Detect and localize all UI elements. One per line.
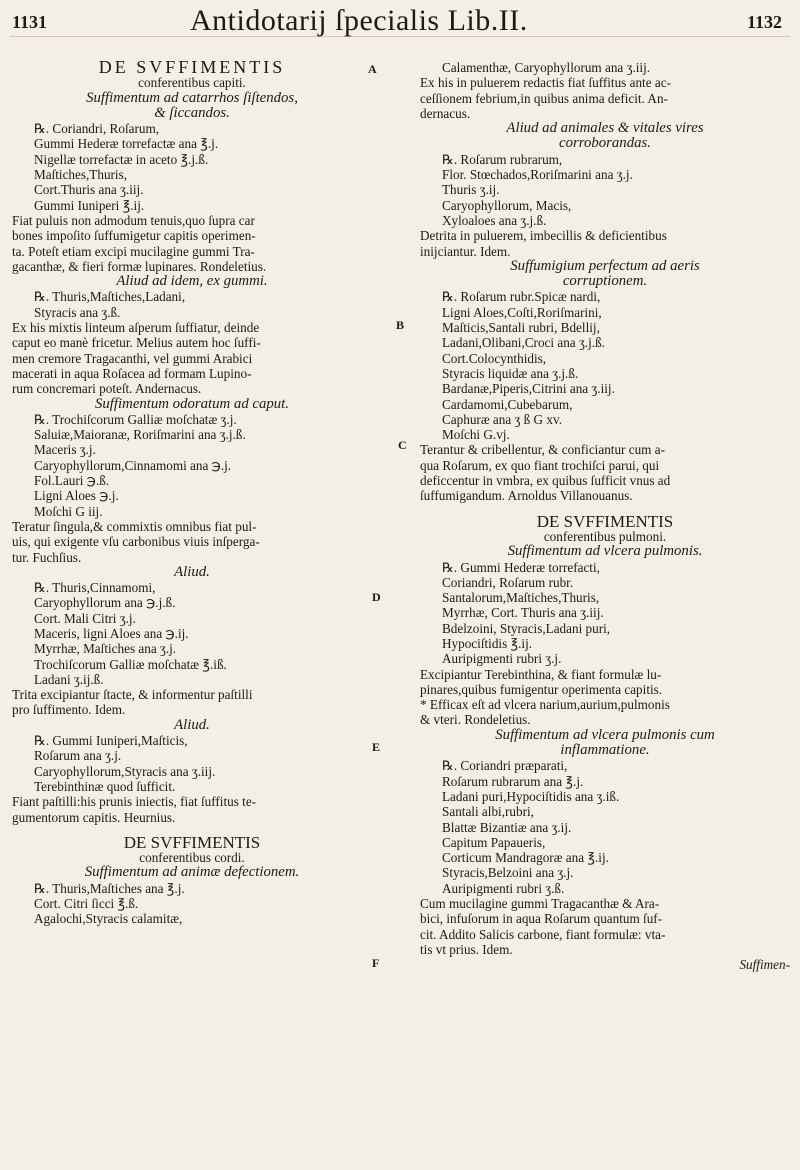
ingredient-line: Cort. Citri ſicci ℥.ß. [34,896,139,912]
paragraph-line: qua Roſarum, ex quo fiant trochiſci parui, qui [420,457,660,473]
paragraph-line: gumentorum capitis. Heurnius. [12,809,176,825]
ingredient-line: Cort.Colocynthidis, [442,350,547,366]
ingredient-line: Trochiſcorum Galliæ moſchatæ ℥.iß. [34,656,227,672]
ingredient-line: ℞. Coriandri præparati, [442,758,568,774]
paragraph-line: dernacus. [420,105,471,121]
ingredient-line: Caryophyllorum, Macis, [442,197,572,213]
paragraph-line: tur. Fuchſius. [12,549,82,565]
paragraph-line: tis vt prius. Idem. [420,941,513,957]
margin-marker-f: F [372,956,380,970]
recipe-title: inflammatione. [560,742,650,759]
paragraph-line: ta. Poteſt etiam excipi mucilagine gummi Tra- [12,243,255,259]
paragraph-line: inijciantur. Idem. [420,243,511,259]
ingredient-line: Ligni Aloes ℈.j. [34,488,119,504]
section-subheading: conferentibus cordi. [139,850,245,866]
ingredient-line: Santalorum,Maſtiches,Thuris, [442,590,600,606]
ingredient-line: ℞. Thuris,Maſtiches,Ladani, [34,289,186,305]
ingredient-line: Thuris ʒ.ij. [442,182,500,198]
ingredient-line: Roſarum rubrarum ana ℥.j. [442,773,584,789]
recipe-title: Suffimentum ad catarrhos ſiſtendos, [86,89,298,106]
ingredient-line: ℞. Trochiſcorum Galliæ moſchatæ ʒ.j. [34,411,237,427]
ingredient-line: Maſtiches,Thuris, [34,167,128,183]
paragraph-line: Detrita in puluerem, imbecillis & deficientibus [420,228,667,244]
ingredient-line: Maceris ʒ.j. [34,442,96,458]
recipe-title: Aliud. [174,716,210,733]
ingredient-line: Styracis,Belzoini ana ʒ.j. [442,865,574,881]
paragraph-line: & vteri. Rondeletius. [420,712,531,728]
ingredient-line: Calamenthæ, Caryophyllorum ana ʒ.iij. [442,60,651,75]
ingredient-line: Ladani puri,Hypociſtidis ana ʒ.iß. [442,788,620,804]
ingredient-line: Coriandri, Roſarum rubr. [442,574,574,590]
section-subheading: conferentibus pulmoni. [543,528,667,544]
paragraph-line: men cremore Tragacanthi, vel gummi Arabici [12,350,253,366]
paragraph-line: deficcentur in vmbra, ex quibus ſufficit vnus ad [420,473,671,489]
ingredient-line: ℞. Gummi Hederæ torrefacti, [442,559,600,575]
ingredient-line: Myrrhæ, Maſtiches ana ʒ.j. [34,641,177,657]
ingredient-line: ℞. Thuris,Maſtiches ana ℥.j. [34,880,185,896]
paragraph-line: bones impoſito ſuffumigetur capitis operimen- [12,228,256,244]
paragraph-line: Ex his mixtis linteum aſperum ſuffiatur, deinde [12,320,260,336]
ingredient-line: Nigellæ torrefactæ in aceto ℥.j.ß. [34,151,209,167]
section-heading: DE SVFFIMENTIS [98,57,286,77]
page-number-right: 1132 [746,12,782,32]
ingredient-line: Styracis ana ʒ.ß. [34,304,121,320]
paragraph-line: * Efficax eſt ad vlcera narium,aurium,pulmonis [420,697,670,713]
paragraph-line: bici, infuſorum in aqua Roſarum quantum ſuf- [420,911,663,927]
paragraph-line: uis, qui exigente vſu carbonibus viuis inſperga- [12,534,260,550]
ingredient-line: Roſarum ana ʒ.j. [34,748,122,764]
ingredient-line: Cort. Mali Citri ʒ.j. [34,610,136,626]
ingredient-line: Hypociſtidis ℥.ij. [442,635,533,651]
paragraph-line: caput eo manè fricetur. Melius autem hoc ſuffi- [12,335,261,351]
ingredient-line: Caryophyllorum,Styracis ana ʒ.iij. [34,763,216,779]
ingredient-line: Cort.Thuris ana ʒ.iij. [34,182,144,198]
section-subheading: conferentibus capiti. [138,75,246,91]
ingredient-line: Ladani,Olibani,Croci ana ʒ.j.ß. [442,335,605,351]
ingredient-line: Maceris, ligni Aloes ana ℈.ij. [34,625,189,641]
ingredient-line: Xyloaloes ana ʒ.j.ß. [442,212,547,228]
paragraph-line: Excipiantur Terebinthina, & fiant formulæ lu- [420,666,662,682]
section-heading: DE SVFFIMENTIS [123,832,261,852]
ingredient-line: Moſchi G.vj. [442,427,510,443]
margin-marker-a: A [368,62,377,76]
recipe-title: corroborandas. [559,135,651,152]
recipe-title: Aliud ad animales & vitales vires [506,120,704,137]
ingredient-line: Styracis liquidæ ana ʒ.j.ß. [442,365,579,381]
ingredient-line: Ligni Aloes,Coſti,Roriſmarini, [442,304,602,320]
ingredient-line: Cardamomi,Cubebarum, [442,396,573,412]
paragraph-line: Terantur & cribellentur, & conficiantur cum a- [420,442,665,458]
right-column [420,60,790,973]
running-title: Antidotarij ſpecialis Lib.II. [190,4,528,37]
margin-marker-e: E [372,740,381,754]
ingredient-line: ℞. Gummi Iuniperi,Maſticis, [34,733,188,749]
paragraph-line: macerati in aqua Roſacea ad formam Lupino- [12,365,252,381]
catchword: Suffimen- [739,957,790,973]
recipe-title: Aliud ad idem, ex gummi. [116,273,268,290]
ingredient-line: Agalochi,Styracis calamitæ, [34,911,183,927]
ingredient-line: ℞. Roſarum rubrarum, [442,151,563,167]
ingredient-line: Bardanæ,Piperis,Citrini ana ʒ.iij. [442,381,615,397]
margin-marker-d: D [372,590,381,604]
paragraph-line: pinares,quibus fumigentur operimenta capitis. [420,681,663,697]
ingredient-line: Bdelzoini, Styracis,Ladani puri, [442,620,611,636]
running-header [0,4,800,37]
recipe-title: corruptionem. [562,273,648,290]
ingredient-line: Auripigmenti rubri ʒ.j. [442,651,562,667]
paragraph-line: gacanthæ, & fieri formæ lupinares. Rondeletius. [12,258,267,274]
paragraph-line: Trita excipiantur ſtacte, & informentur paſtilli [12,687,253,703]
ingredient-line: Santali albi,rubri, [442,804,534,820]
paragraph-line: Fiant paſtilli:his prunis iniectis, fiat ſuffitus te- [12,794,257,810]
recipe-title: Suffumigium perfectum ad aeris [510,257,700,274]
ingredient-line: Saluiæ,Maioranæ, Roriſmarini ana ʒ.j.ß. [34,427,246,443]
ingredient-line: Caryophyllorum ana ℈.j.ß. [34,595,176,611]
recipe-title: Suffimentum odoratum ad caput. [95,395,289,412]
header-rule [10,36,790,37]
recipe-title: Suffimentum ad vlcera pulmonis cum [495,726,715,743]
paragraph-line: cit. Addito Salicis carbone, fiant formulæ: vta- [420,926,666,942]
paragraph-line: rum concremari poteſt. Andernacus. [12,381,202,397]
paragraph-line: Cum mucilagine gummi Tragacanthæ & Ara- [420,896,660,912]
ingredient-line: Gummi Iuniperi ℥.ij. [34,197,145,213]
ingredient-line: ℞. Coriandri, Roſarum, [34,121,159,137]
ingredient-line: Corticum Mandragoræ ana ℥.ij. [442,850,609,866]
ingredient-line: Blattæ Bizantiæ ana ʒ.ij. [442,819,572,835]
ingredient-line: Myrrhæ, Cort. Thuris ana ʒ.iij. [442,605,604,621]
paragraph-line: Fiat puluis non admodum tenuis,quo ſupra car [12,212,255,228]
ingredient-line: Gummi Hederæ torrefactæ ana ℥.j. [34,136,219,152]
ingredient-line: Flor. Stœchados,Roriſmarini ana ʒ.j. [442,167,633,183]
paragraph-line: Teratur ſingula,& commixtis omnibus fiat pul- [12,518,257,534]
ingredient-line: Ladani ʒ.ij.ß. [34,671,104,687]
paragraph-line: pro ſuffimento. Idem. [12,702,126,718]
ingredient-line: Caphuræ ana ʒ ß G xv. [442,411,563,427]
ingredient-line: Maſticis,Santali rubri, Bdellij, [442,320,600,336]
margin-marker-b: B [396,318,405,332]
recipe-title: Aliud. [174,563,210,580]
margin-marker-c: C [398,438,407,452]
ingredient-line: ℞. Roſarum rubr.Spicæ nardi, [442,289,601,305]
ingredient-line: Auripigmenti rubri ʒ.ß. [442,880,565,896]
paragraph-line: ſuffumigandum. Arnoldus Villanouanus. [420,488,633,504]
recipe-title: Suffimentum ad animæ defectionem. [84,864,300,881]
recipe-title: & ſiccandos. [154,104,230,121]
ingredient-line: Caryophyllorum,Cinnamomi ana ℈.j. [34,457,232,473]
left-column [12,57,372,927]
section-heading: DE SVFFIMENTIS [536,511,674,531]
page-number-left: 1131 [12,12,48,32]
ingredient-line: Moſchi G iij. [34,503,103,519]
paragraph-line: Ex his in puluerem redactis fiat ſuffitus ante ac- [420,75,671,91]
ingredient-line: Fol.Lauri ℈.ß. [34,473,110,489]
ingredient-line: Terebinthinæ quod ſufficit. [34,778,176,794]
paragraph-line: ceſſionem febrium,in quibus anima deficit. An- [420,90,668,106]
ingredient-line: ℞. Thuris,Cinnamomi, [34,580,156,596]
ingredient-line: Capitum Papaueris, [442,834,546,850]
recipe-title: Suffimentum ad vlcera pulmonis. [507,543,703,560]
